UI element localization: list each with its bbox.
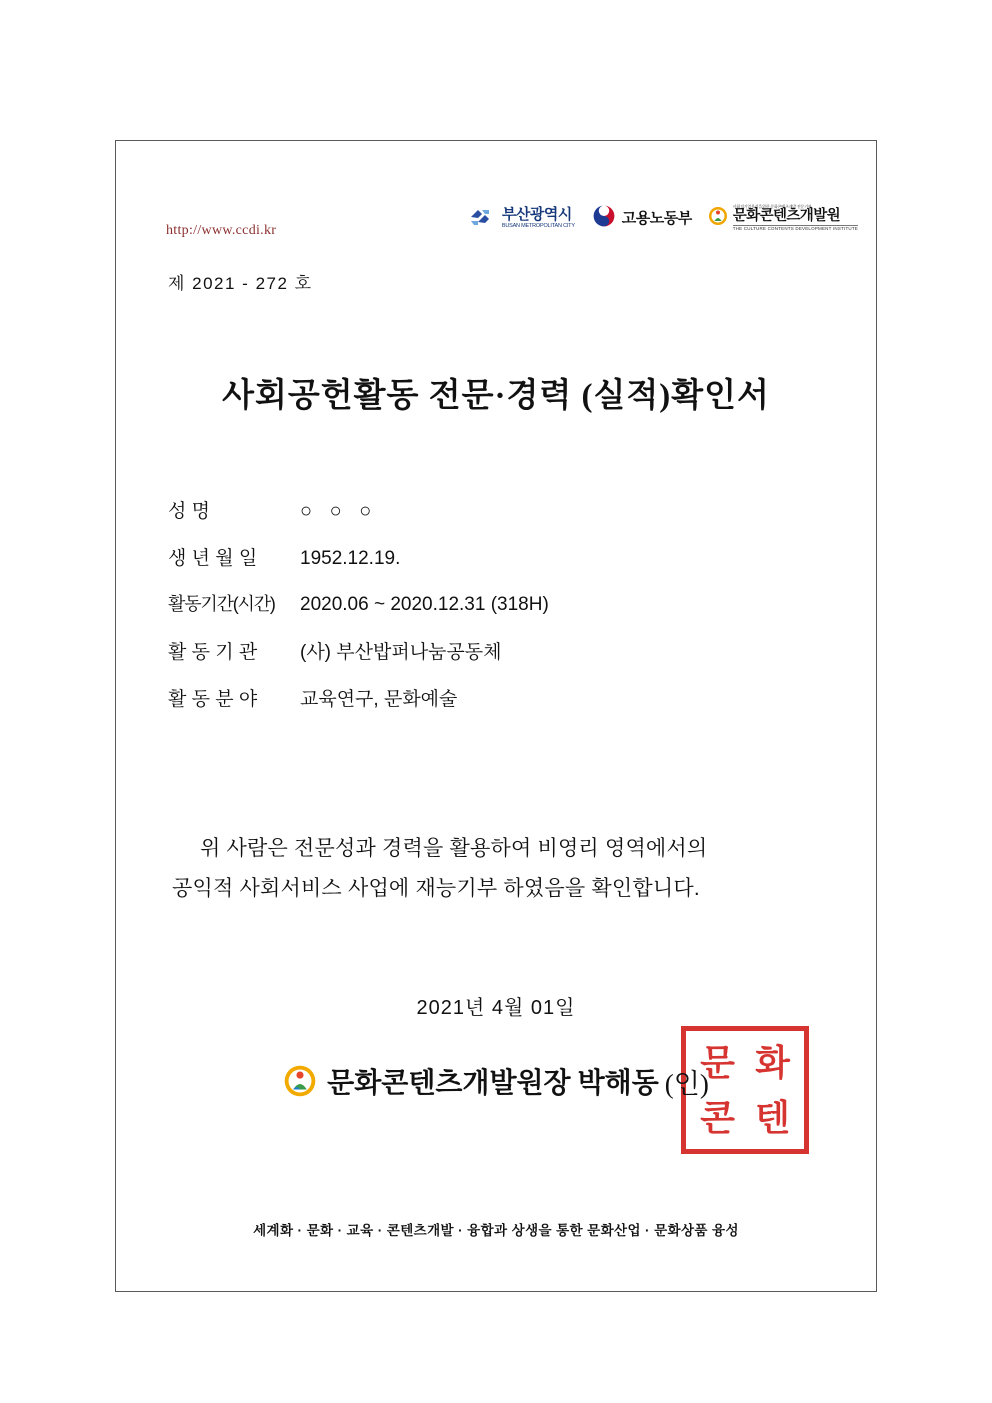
ccdi-emblem-icon <box>708 206 728 231</box>
logo-group <box>467 201 858 236</box>
field-label-activity-area: 활 동 분 야 <box>168 689 258 710</box>
field-row-name <box>168 496 828 543</box>
busan-city-logo-text: 부산광역시 BUSAN METROPOLITAN CITY <box>501 206 575 230</box>
busan-city-emblem-icon <box>467 201 497 236</box>
field-label-organization: 활 동 기 관 <box>168 642 258 663</box>
seal-glyph-2: 화 <box>755 1042 790 1083</box>
issue-date: 2021년 4월 01일 <box>416 997 576 1019</box>
culture-contents-development-institute-logo <box>708 205 858 232</box>
seal-glyph-1: 문 <box>700 1042 735 1083</box>
certificate-frame <box>115 140 877 1292</box>
field-row-organization <box>168 637 828 684</box>
seal-glyph-3: 콘 <box>700 1097 735 1138</box>
ccdi-logo-text: 사회적기업육성을위한 문화콘텐츠개발 전문기관 문화콘텐츠개발원 THE CULTURE CONTENTS DEVELOPMENT INSTITUTE <box>732 204 858 232</box>
field-value-activity-period: 2020.06 ~ 2020.12.31 (318H) <box>300 594 549 615</box>
field-list <box>168 496 828 731</box>
document-number: 제 2021 - 272 호 <box>168 274 313 293</box>
field-row-activity-period <box>168 590 828 637</box>
field-value-organization: (사) 부산밥퍼나눔공동체 <box>300 642 502 663</box>
signer-name: 문화콘텐츠개발원장 박해동 <box>327 1068 659 1099</box>
institute-emblem-icon <box>283 1064 317 1098</box>
body-line-2: 공익적 사회서비스 사업에 재능기부 하였음을 확인합니다. <box>172 877 700 900</box>
field-row-birthdate <box>168 543 828 590</box>
certificate-header <box>116 141 876 261</box>
seal-glyph-4: 텐 <box>755 1097 790 1138</box>
ministry-of-employment-and-labor-logo <box>591 203 692 234</box>
website-url: http://www.ccdi.kr <box>166 223 277 238</box>
certificate-title: 사회공헌활동 전문·경력 (실적)확인서 <box>222 378 770 414</box>
field-label-birthdate: 생 년 월 일 <box>168 548 258 569</box>
field-value-activity-area: 교육연구, 문화예술 <box>300 689 458 710</box>
field-value-name: ○ ○ ○ <box>300 500 378 522</box>
taegeuk-icon <box>591 203 617 234</box>
footer-slogan: 세계화 · 문화 · 교육 · 콘텐츠개발 · 융합과 상생을 통한 문화산업 · 문화상품 융성 <box>253 1223 739 1238</box>
busan-metropolitan-city-logo <box>467 201 575 236</box>
certificate-body <box>172 829 832 909</box>
ministry-logo-text: 고용노동부 <box>621 210 692 227</box>
field-row-activity-area <box>168 684 828 731</box>
seal-mark-text: (인) <box>664 1068 709 1099</box>
field-value-birthdate: 1952.12.19. <box>300 548 401 569</box>
body-line-1: 위 사람은 전문성과 경력을 활용하여 비영리 영역에서의 <box>200 837 708 860</box>
field-label-activity-period: 활동기간(시간) <box>168 594 275 614</box>
field-label-name: 성 명 <box>168 501 210 522</box>
